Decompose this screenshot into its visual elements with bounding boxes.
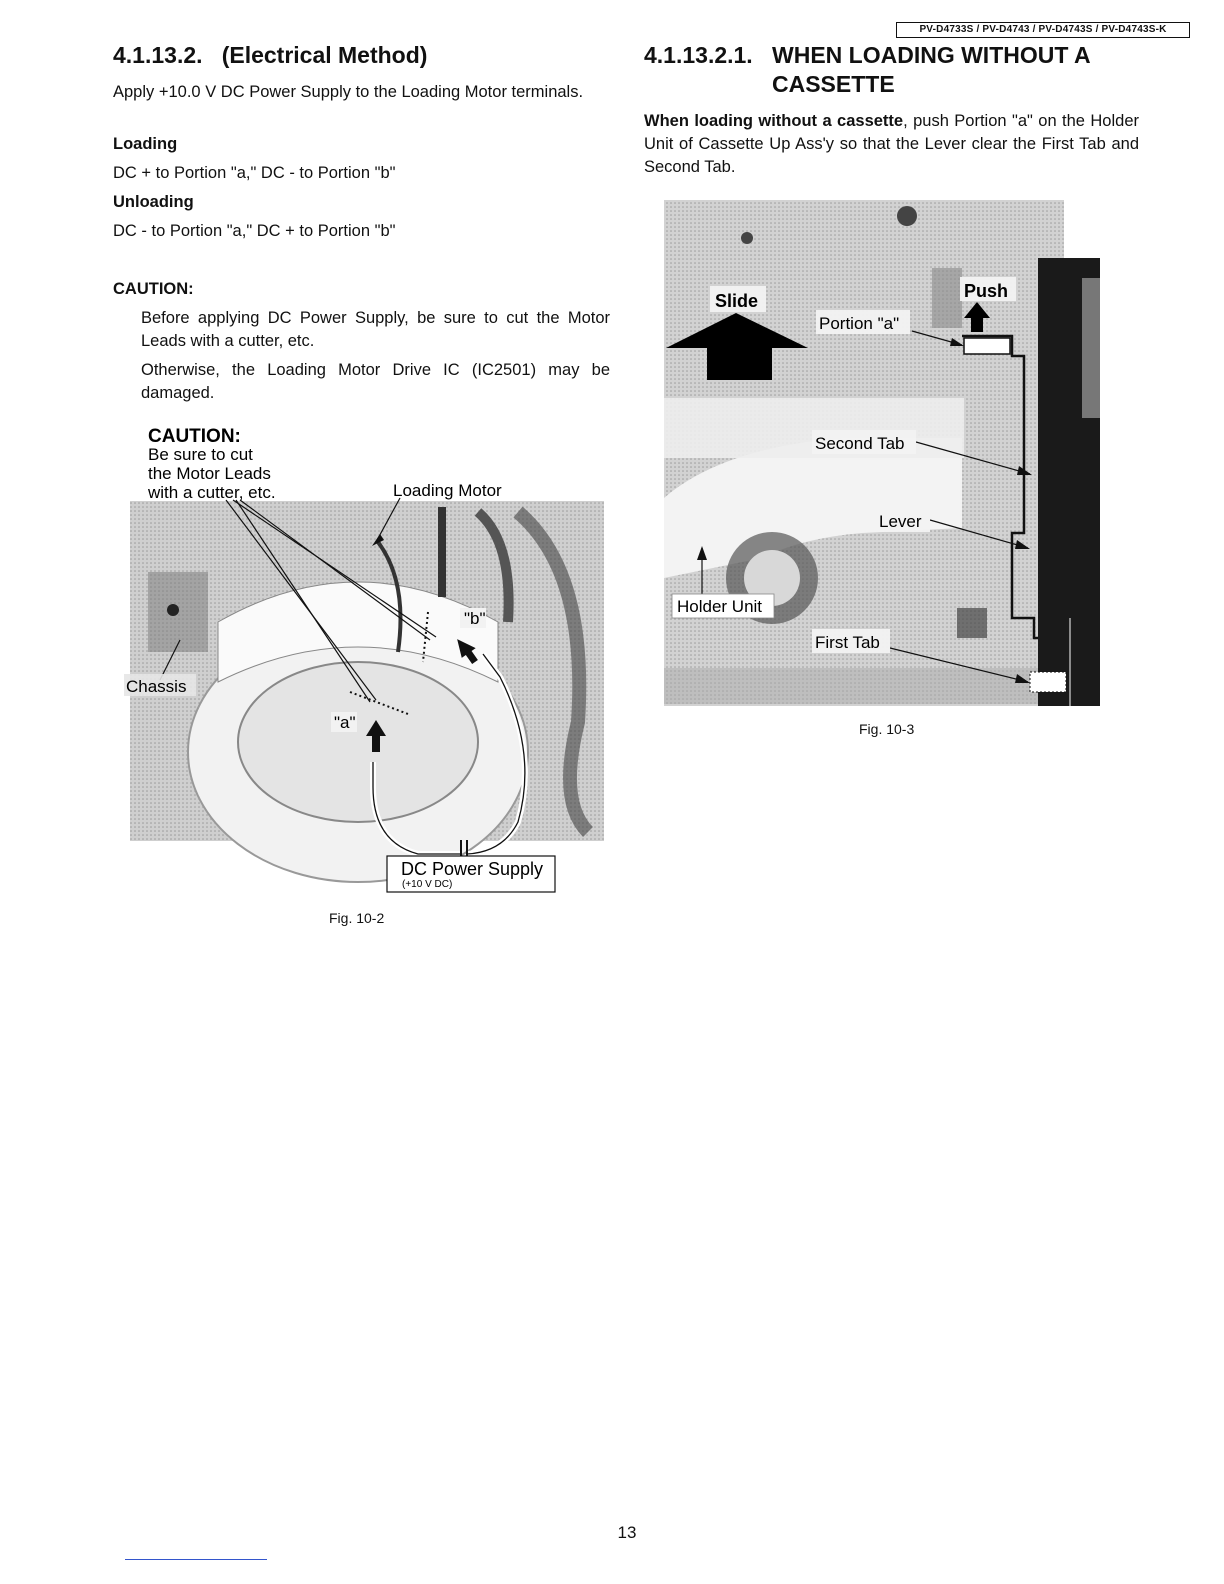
label-dc-power-supply: DC Power Supply bbox=[401, 859, 544, 879]
label-lever: Lever bbox=[879, 512, 922, 531]
label-second-tab: Second Tab bbox=[815, 434, 905, 453]
label-holder-unit: Holder Unit bbox=[677, 597, 763, 616]
label-portion-a: Portion "a" bbox=[819, 314, 900, 333]
unloading-title: Unloading bbox=[113, 193, 194, 211]
label-slide: Slide bbox=[715, 291, 759, 311]
caution-title: CAUTION: bbox=[113, 280, 194, 298]
label-loading-motor: Loading Motor bbox=[393, 481, 502, 500]
subsection-heading-line-2: CASSETTE bbox=[772, 71, 895, 97]
loading-title: Loading bbox=[113, 135, 178, 153]
no-cassette-paragraph-bold: When loading without a cassette bbox=[644, 112, 904, 130]
label-chassis: Chassis bbox=[126, 677, 187, 696]
label-dc-power-supply-voltage: (+10 V DC) bbox=[402, 879, 453, 890]
fig2-caution-title: CAUTION: bbox=[148, 426, 241, 447]
figure-10-3 bbox=[662, 198, 1104, 708]
label-first-tab: First Tab bbox=[815, 633, 880, 652]
fig2-caution-line-2: the Motor Leads bbox=[148, 464, 271, 483]
label-portion-b: "b" bbox=[464, 609, 486, 628]
model-number-box: PV-D4733S / PV-D4743 / PV-D4743S / PV-D4743S-K bbox=[896, 22, 1190, 38]
unloading-text: DC - to Portion "a," DC + to Portion "b" bbox=[113, 222, 396, 240]
caution-paragraph-2: Otherwise, the Loading Motor Drive IC (IC2501) may be damaged. bbox=[141, 361, 610, 402]
no-cassette-paragraph-text: , push Portion "a" on the Holder Unit of Cassette Up Ass'y so that the Lever clear the First Tab and Second Tab. bbox=[644, 112, 1139, 176]
subsection-number: 4.1.13.2.1. bbox=[644, 42, 753, 68]
figure-10-2 bbox=[118, 422, 618, 902]
intro-paragraph: Apply +10.0 V DC Power Supply to the Loading Motor terminals. bbox=[113, 83, 584, 101]
label-portion-a: "a" bbox=[334, 713, 356, 732]
figure-10-2-illustration bbox=[118, 422, 618, 902]
figure-10-3-caption: Fig. 10-3 bbox=[859, 721, 915, 737]
fig2-caution-line-3: with a cutter, etc. bbox=[148, 483, 276, 502]
figure-10-3-illustration bbox=[662, 198, 1104, 708]
section-heading-electrical-method: 4.1.13.2. (Electrical Method) bbox=[113, 42, 428, 68]
subsection-heading-line-1: WHEN LOADING WITHOUT A bbox=[772, 42, 1091, 68]
loading-text: DC + to Portion "a," DC - to Portion "b" bbox=[113, 164, 396, 182]
footer-link-line[interactable] bbox=[125, 1559, 267, 1560]
label-push: Push bbox=[964, 281, 1009, 301]
page-number: 13 bbox=[617, 1523, 637, 1542]
caution-paragraph-1: Before applying DC Power Supply, be sure to cut the Motor Leads with a cutter, etc. bbox=[141, 309, 610, 350]
figure-10-2-caption: Fig. 10-2 bbox=[329, 910, 385, 926]
no-cassette-paragraph bbox=[644, 110, 1139, 179]
fig2-caution-line-1: Be sure to cut bbox=[148, 445, 253, 464]
